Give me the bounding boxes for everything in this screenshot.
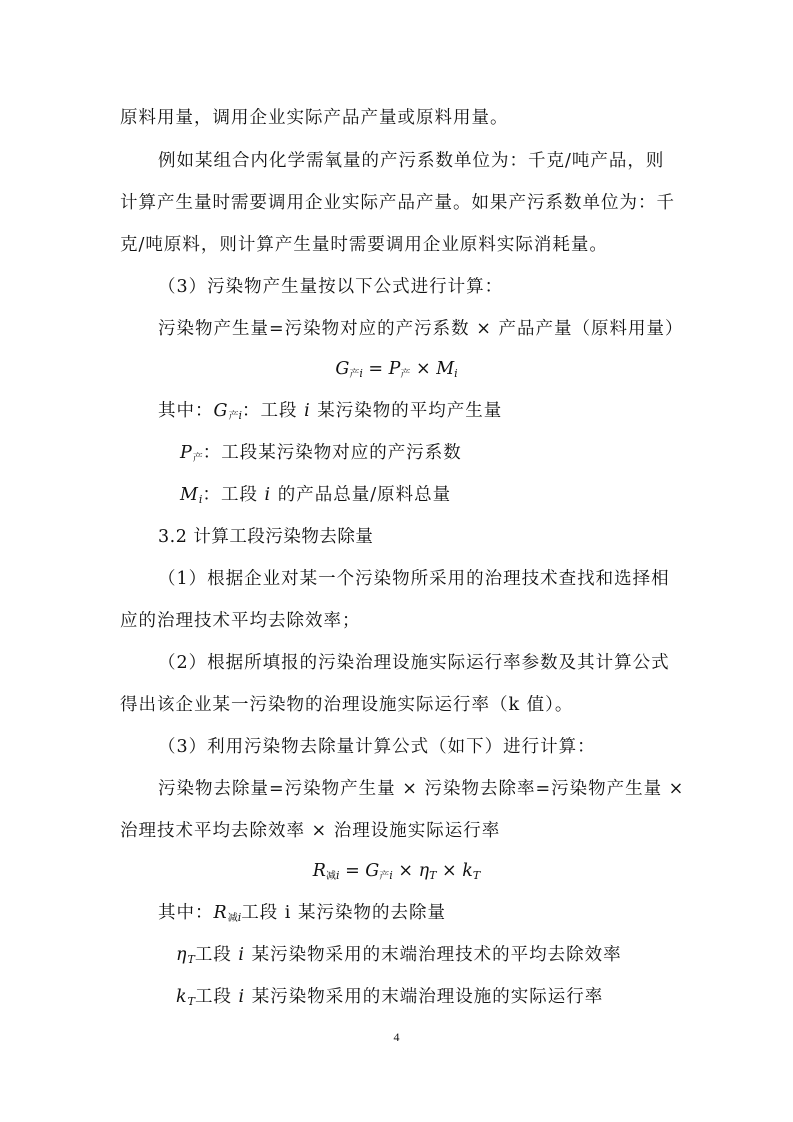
line-where-g: 其中：G产$_i$：工段 i 某污染物的平均产生量	[158, 401, 503, 422]
formula-removal: R减$_i$ = G产$_i \times \eta_T \times k_T$	[312, 861, 481, 882]
line-13: 应的治理技术平均去除效率；	[120, 611, 361, 631]
line-2: 例如某组合内化学需氧量的产污系数单位为：千克/吨产品，则	[158, 151, 665, 171]
line-where-r: 其中：R减$_i$工段 i 某污染物的去除量	[158, 903, 446, 924]
formula-production: G产$_i$ = P产 × $M_i$	[335, 359, 458, 380]
line-where-eta: $\eta_T$工段 i 某污染物采用的末端治理技术的平均去除效率	[176, 945, 622, 966]
line-18: 治理技术平均去除效率 × 治理设施实际运行率	[120, 821, 501, 841]
line-14: （2）根据所填报的污染治理设施实际运行率参数及其计算公式	[158, 653, 670, 673]
line-1: 原料用量，调用企业实际产品产量或原料用量。	[120, 108, 509, 128]
line-4: 克/吨原料，则计算产生量时需要调用企业原料实际消耗量。	[120, 235, 608, 255]
line-5: （3）污染物产生量按以下公式进行计算：	[158, 277, 504, 297]
line-15: 得出该企业某一污染物的治理设施实际运行率（k 值）。	[120, 695, 574, 715]
line-16: （3）利用污染物去除量计算公式（如下）进行计算：	[158, 737, 596, 757]
line-17: 污染物去除量=污染物产生量 × 污染物去除率=污染物产生量 ×	[158, 779, 685, 799]
line-where-p: P产：工段某污染物对应的产污系数	[180, 443, 462, 464]
section-heading-3-2: 3.2 计算工段污染物去除量	[158, 527, 374, 547]
line-3: 计算产生量时需要调用企业实际产品产量。如果产污系数单位为：千	[120, 193, 675, 213]
line-6: 污染物产生量=污染物对应的产污系数 × 产品产量（原料用量）	[158, 319, 684, 339]
page-number: 4	[393, 1030, 400, 1044]
line-where-m: $M_i$：工段 i 的产品总量/原料总量	[180, 485, 452, 506]
line-12: （1）根据企业对某一个污染物所采用的治理技术查找和选择相	[158, 569, 670, 589]
line-where-k: $k_T$工段 i 某污染物采用的末端治理设施的实际运行率	[176, 987, 604, 1008]
